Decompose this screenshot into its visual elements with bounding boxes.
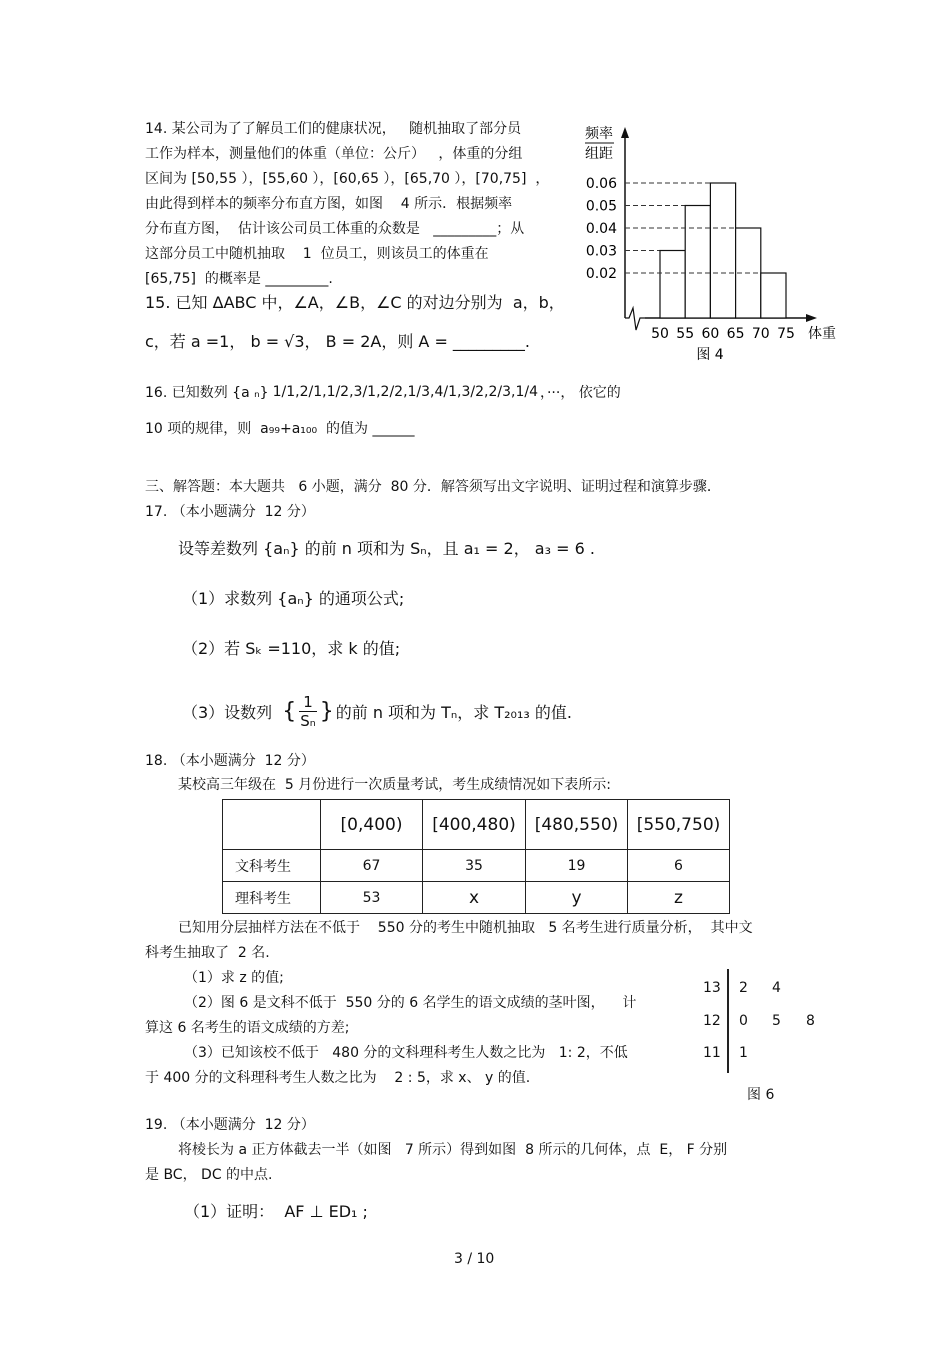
q17-part3 — [182, 683, 572, 739]
comma: , — [457, 384, 462, 400]
q14-line: 由此得到样本的频率分布直方图，如图 4 所示．根据频率 — [145, 196, 513, 212]
q17-part3-suffix: 的前 n 项和为 Tₙ，求 T₂₀₁₃ 的值. — [335, 702, 572, 722]
q17-part2: （2）若 Sₖ =110，求 k 的值; — [182, 639, 401, 658]
q17-part1: （1）求数列 {aₙ} 的通项公式; — [182, 589, 405, 608]
y-axis-arrow-icon — [621, 127, 629, 138]
q18-line: 已知用分层抽样方法在不低于 550 分的考生中随机抽取 5 名考生进行质量分析， 其中文 — [178, 920, 753, 936]
q14-line: 这部分员工中随机抽取 1 位员工，则该员工的体重在 — [145, 246, 489, 262]
fraction: 1/2 — [326, 384, 350, 400]
stem: 11 — [703, 1045, 721, 1061]
q14-line: 14. 某公司为了了解员工们的健康状况， 随机抽取了部分员 — [145, 121, 522, 137]
comma: , — [403, 384, 408, 400]
x-axis-arrow-icon — [806, 314, 817, 322]
q17-stem: 设等差数列 {aₙ} 的前 n 项和为 Sₙ，且 a₁ = 2， a₃ = 6 . — [178, 539, 595, 558]
x-tick-label: 75 — [777, 326, 795, 342]
table-header-cell: [400,480) — [423, 800, 526, 850]
stem: 12 — [703, 1013, 721, 1029]
comma: , — [322, 384, 327, 400]
frac-den: Sₙ — [300, 711, 316, 730]
section-3-heading: 三、解答题：本大题共 6 小题，满分 80 分．解答须写出文字说明、证明过程和演算步骤． — [145, 479, 721, 495]
table-cell: 理科考生 — [223, 882, 321, 914]
figure-4-caption: 图 4 — [696, 347, 724, 363]
x-axis-label: 体重 — [808, 326, 836, 342]
q17-part3-prefix: （3）设数列 — [182, 702, 273, 722]
x-tick-label: 70 — [751, 326, 770, 342]
question-16 — [145, 372, 621, 412]
comma: , — [430, 384, 435, 400]
q16-prefix: 16. 已知数列 {a ₙ} — [145, 385, 269, 401]
table-cell: z — [628, 882, 730, 914]
leaf: 4 — [772, 980, 781, 996]
table-cell: 19 — [526, 850, 628, 882]
histogram-bar — [685, 206, 710, 319]
y-tick-label: 0.04 — [585, 221, 617, 237]
q17-title: 17. （本小题满分 12 分） — [145, 504, 315, 520]
fraction: 4/1 — [434, 384, 458, 400]
table-header-row — [223, 800, 730, 850]
q18-line: （1）求 z 的值; — [184, 970, 284, 986]
histogram-bar — [710, 183, 735, 318]
q18-line: 于 400 分的文科理科考生人数之比为 2 : 5，求 x、 y 的值. — [145, 1070, 531, 1086]
stem: 13 — [703, 980, 721, 996]
q18-line: （3）已知该校不低于 480 分的文科理科考生人数之比为 1: 2，不低 — [184, 1045, 628, 1061]
q15-line: 15. 已知 ΔABC 中，∠A，∠B，∠C 的对边分别为 a，b， — [145, 293, 565, 312]
table-header-cell: [480,550) — [526, 800, 628, 850]
y-tick-label: 0.05 — [585, 198, 617, 215]
y-tick-label: 0.03 — [585, 243, 617, 260]
q19-line: （1）证明： AF ⊥ ED₁ ; — [184, 1202, 368, 1221]
q14-line: 区间为 [50,55 ），[55,60 ），[60,65 ），[65,70 ），[70,75] ， — [145, 171, 550, 187]
table-cell: 53 — [321, 882, 423, 914]
histogram-bar — [761, 273, 786, 318]
table-header-cell: [0,400) — [321, 800, 423, 850]
x-tick-label: 65 — [726, 326, 745, 342]
x-tick-label: 60 — [701, 326, 720, 342]
score-table — [222, 799, 730, 914]
table-cell: 文科考生 — [223, 850, 321, 882]
q19-line: 是 BC， DC 的中点. — [145, 1167, 273, 1183]
leaf: 2 — [739, 980, 748, 996]
frac-num: 1 — [299, 693, 317, 712]
q18-line: （2）图 6 是文科不低于 550 分的 6 名学生的语文成绩的茎叶图， 计 — [184, 995, 637, 1011]
q14-line: [65,75] 的概率是 _________. — [145, 271, 333, 287]
fraction: 2/1 — [299, 384, 323, 400]
fraction-1-over-sn: { $\frac{1}{\text{Sₙ}}$ } — [282, 692, 334, 730]
y-tick-label: 0.02 — [585, 266, 617, 282]
q18-title: 18. （本小题满分 12 分） — [145, 753, 315, 769]
y-axis-label-denominator: 组距 — [585, 146, 613, 162]
fraction: 1/1 — [272, 384, 296, 400]
x-tick-label: 50 — [651, 326, 669, 342]
y-axis-label-numerator: 频率 — [585, 126, 613, 142]
fraction: 1/4 — [515, 384, 538, 400]
q16-suffix: ，···， 依它的 — [539, 385, 621, 401]
comma: , — [376, 384, 381, 400]
histogram-figure-4 — [570, 110, 850, 370]
fraction: 2/2 — [380, 384, 404, 400]
table-cell: 35 — [423, 850, 526, 882]
comma: , — [349, 384, 354, 400]
q14-line: 分布直方图， 估计该公司员工体重的众数是 _________；从 — [145, 221, 525, 237]
x-tick-label: 55 — [676, 326, 695, 342]
q18-line: 算这 6 名考生的语文成绩的方差; — [145, 1020, 350, 1036]
leaf: 8 — [806, 1013, 815, 1029]
page-number: 3 / 10 — [454, 1251, 495, 1267]
table-header-cell: [550,750) — [628, 800, 730, 850]
q16-line2: 10 项的规律，则 a₉₉+a₁₀₀ 的值为 ______ — [145, 421, 415, 437]
q19-title: 19. （本小题满分 12 分） — [145, 1117, 315, 1133]
table-header-cell — [223, 800, 321, 850]
comma: , — [511, 384, 516, 400]
leaf: 0 — [739, 1013, 748, 1029]
comma: , — [484, 384, 489, 400]
fraction: 2/3 — [488, 384, 511, 400]
q15-line: c，若 a =1， b = √3， B = 2A，则 A = _________. — [145, 332, 531, 351]
leaf: 1 — [739, 1045, 748, 1061]
figure-6-caption: 图 6 — [747, 1087, 775, 1103]
table-cell: y — [526, 882, 628, 914]
leaf: 5 — [772, 1013, 781, 1029]
fraction: 1/3 — [407, 384, 431, 400]
table-cell: 6 — [628, 850, 730, 882]
sequence-fractions — [273, 384, 538, 400]
histogram-bar — [660, 251, 685, 319]
table-cell: 67 — [321, 850, 423, 882]
q18-line: 科考生抽取了 2 名. — [145, 945, 270, 961]
q19-line: 将棱长为 a 正方体截去一半（如图 7 所示）得到如图 8 所示的几何体，点 E， F 分别 — [178, 1142, 728, 1158]
fraction: 3/2 — [461, 384, 485, 400]
fraction: 3/1 — [353, 384, 377, 400]
table-row — [223, 850, 730, 882]
stem-divider — [727, 969, 729, 1073]
axis-break-icon — [625, 308, 645, 330]
q14-line: 工作为样本，测量他们的体重（单位：公斤） ，体重的分组 — [145, 146, 523, 162]
table-cell: x — [423, 882, 526, 914]
table-row — [223, 882, 730, 914]
y-tick-label: 0.06 — [585, 176, 617, 192]
q18-intro: 某校高三年级在 5 月份进行一次质量考试，考生成绩情况如下表所示: — [178, 777, 611, 793]
comma: , — [295, 384, 300, 400]
